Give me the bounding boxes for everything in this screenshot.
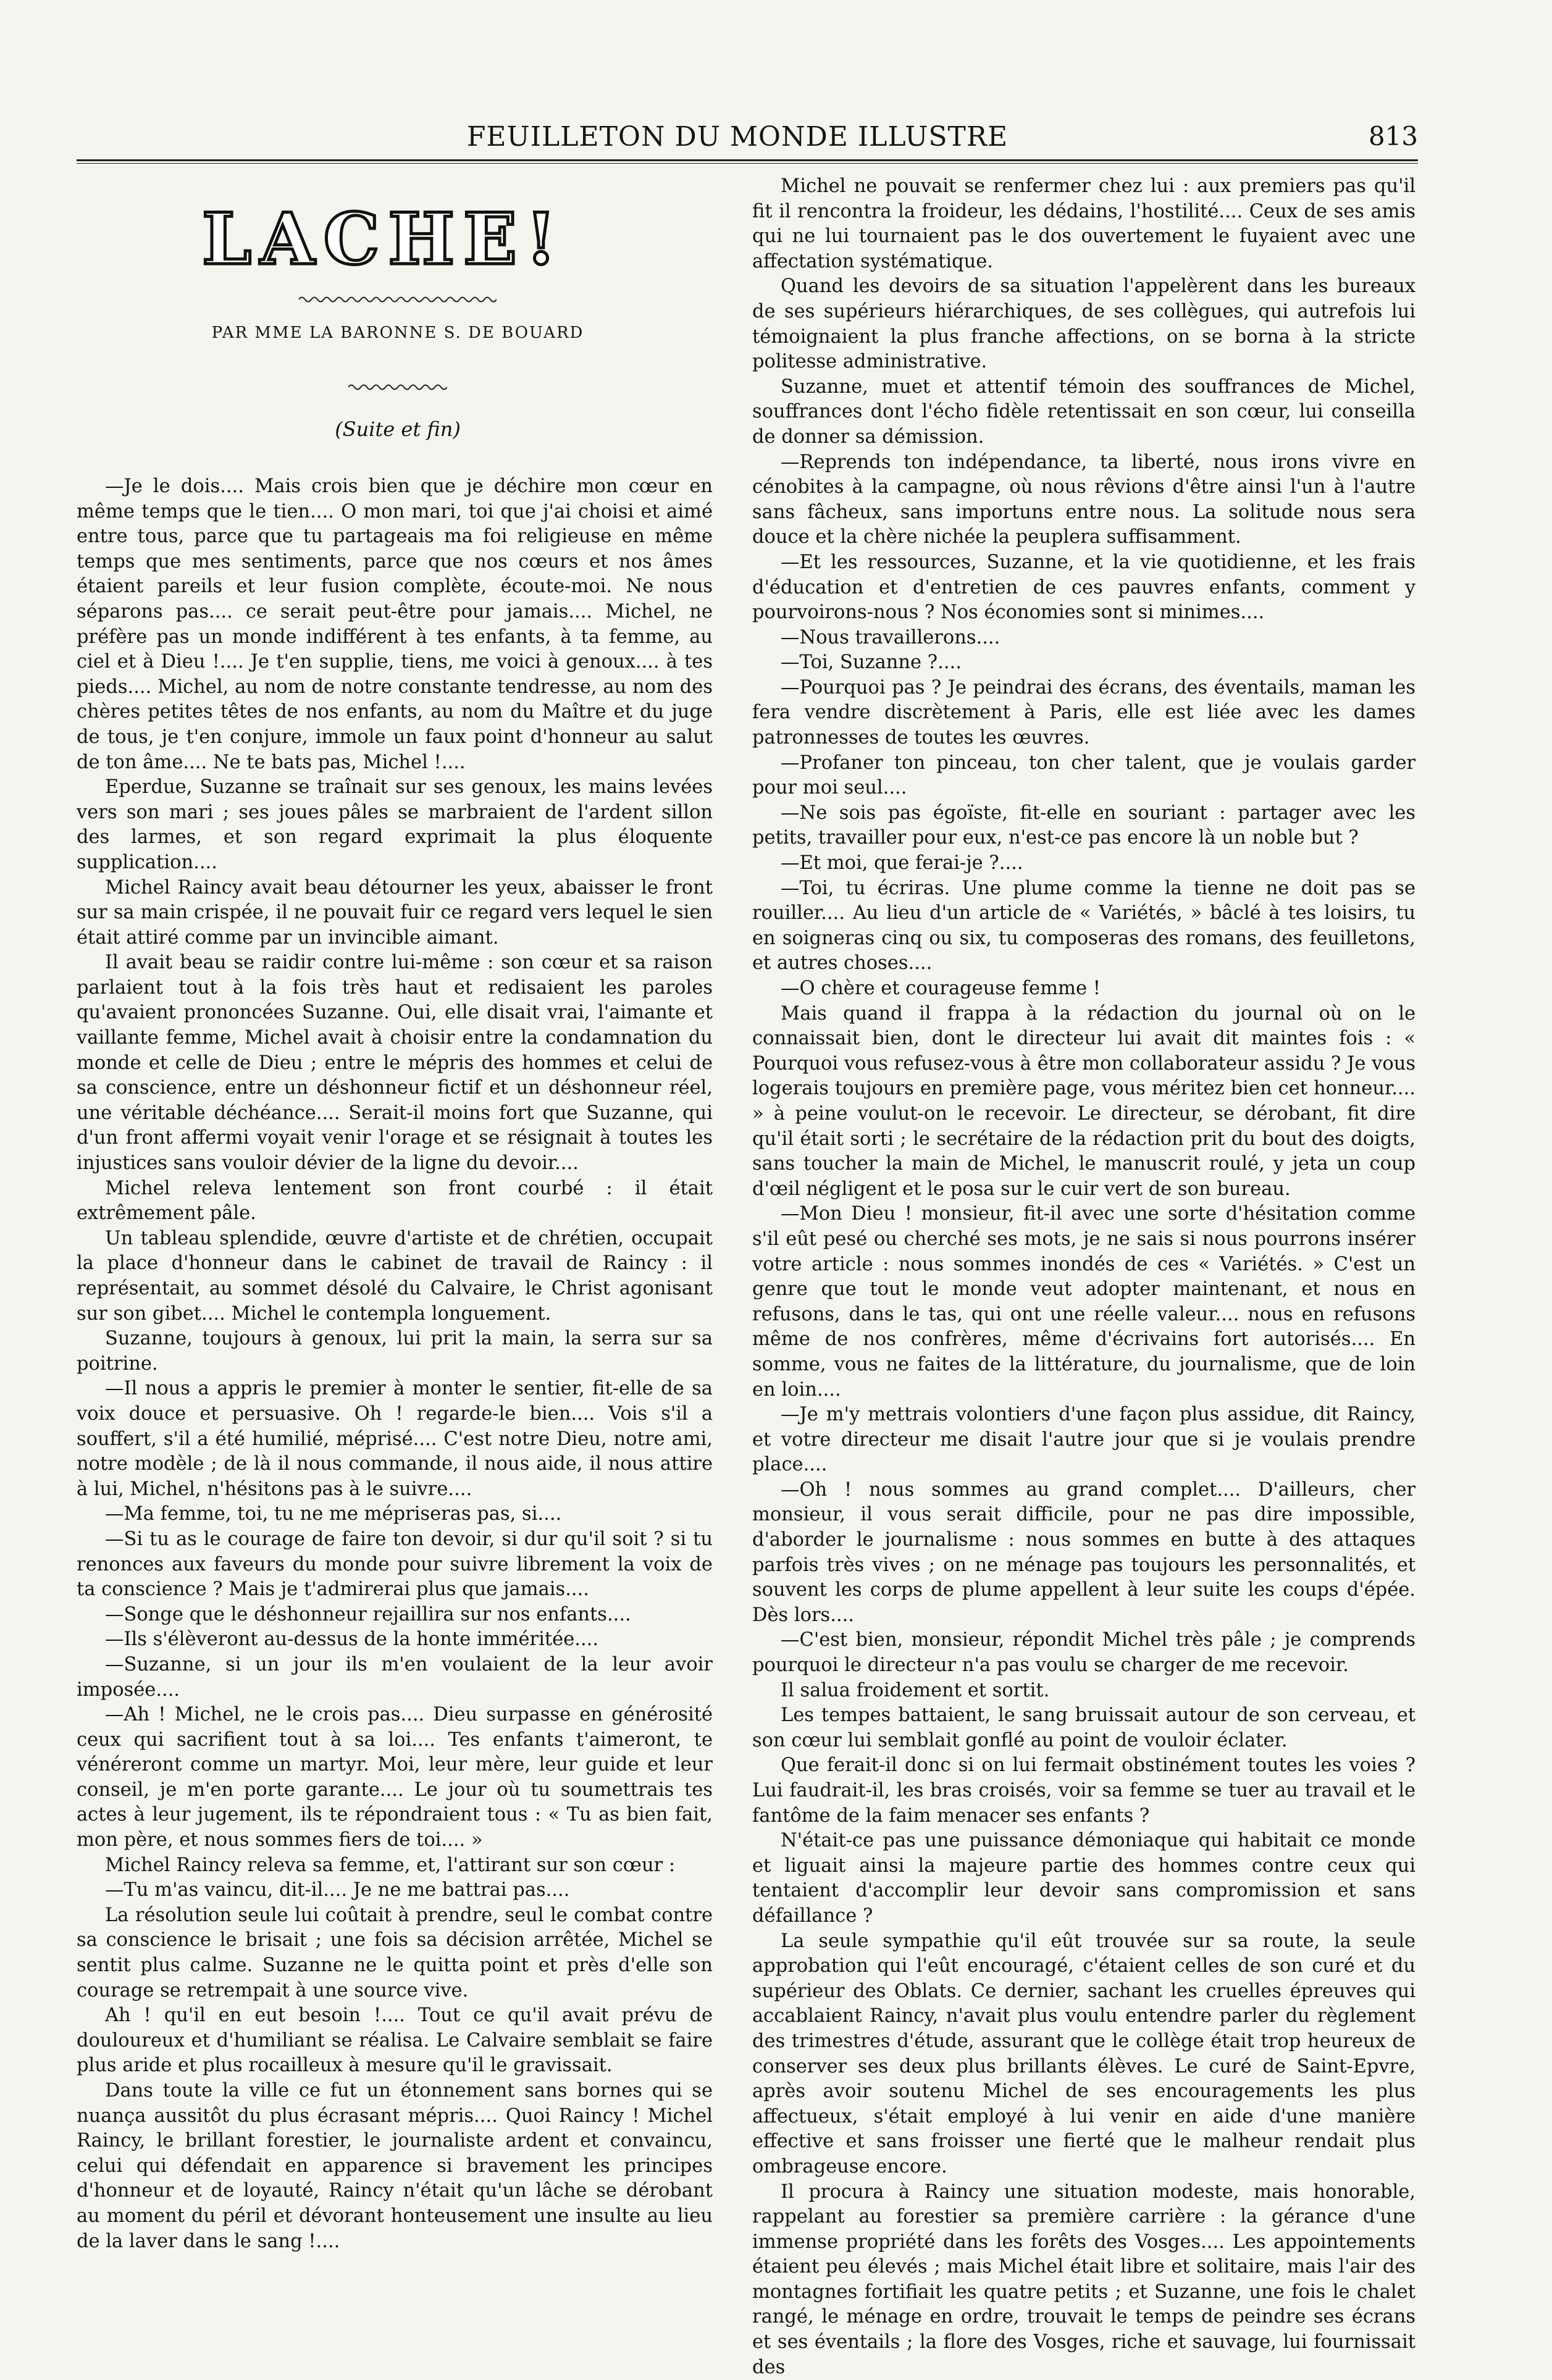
byline: PAR MME LA BARONNE S. DE BOUARD [77, 324, 719, 342]
paragraph: —Si tu as le courage de faire ton devoir, si dur qu'il soit ? si tu renonces aux faveurs du monde pour suivre librement la voix de ta conscience ? Mais je t'admirerai plus que jamais.... [77, 1527, 713, 1603]
paragraph: Michel Raincy releva sa femme, et, l'attirant sur son cœur : [77, 1853, 713, 1879]
story-title [109, 198, 658, 266]
paragraph: —Ne sois pas égoïste, fit-elle en souriant : partager avec les petits, travailler pour eux, n'est-ce pas encore là un noble but ? [752, 801, 1416, 851]
paragraph: La seule sympathie qu'il eût trouvée sur sa route, la seule approbation qui l'eût encouragé, c'étaient celles de son curé et du supérieur des Oblats. Ce dernier, sachant les cruelles épreuves qui accablaient Raincy, n'avait plus voulu entendre parler du règlement des trimestres d'étude, assurant que le collège était trop heureux de conserver ses deux plus brillants élèves. Le curé de Saint-Epvre, après avoir soutenu Michel de ses encouragements les plus affectueux, s'était employé à lui venir en aide d'une manière effective et sans froisser une fierté que le malheur rendait plus ombrageuse encore. [752, 1929, 1416, 2180]
paragraph: —Oh ! nous sommes au grand complet.... D'ailleurs, cher monsieur, il vous serait difficile, pour ne pas dire impossible, d'aborder le journalisme : nous sommes en butte à des attaques parfois très vives ; on ne ménage pas toujours les personnalités, et souvent les corps de plume appellent à leur suite les coups d'épée. Dès lors.... [752, 1478, 1416, 1628]
paragraph: —Ma femme, toi, tu ne me mépriseras pas, si.... [77, 1502, 713, 1527]
paragraph: Il procura à Raincy une situation modeste, mais honorable, rappelant au forestier sa première carrière : la gérance d'une immense propriété dans les forêts des Vosges.... Les appointements étaient peu élevés ; mais Michel était libre et solitaire, mais l'air des montagnes fortifiait les quatre petits ; et Suzanne, une fois le chalet rangé, le ménage en ordre, trouvait le temps de peindre ses écrans et ses éventails ; la flore des Vosges, riche et sauvage, lui fournissait des [752, 2180, 1416, 2380]
running-title: FEUILLETON DU MONDE ILLUSTRE [398, 121, 1077, 153]
paragraph: Michel releva lentement son front courbé : il était extrêmement pâle. [77, 1176, 713, 1226]
header-rule [77, 159, 1418, 161]
paragraph: —Tu m'as vaincu, dit-il.... Je ne me battrai pas.... [77, 1878, 713, 1903]
paragraph: Quand les devoirs de sa situation l'appelèrent dans les bureaux de ses supérieurs hiérarchiques, de ses collègues, qui autrefois lui témoignaient la plus franche affections, on se borna à la stricte politesse administrative. [752, 274, 1416, 374]
paragraph: —Je le dois.... Mais crois bien que je déchire mon cœur en même temps que le tien.... O mon mari, toi que j'ai choisi et aimé entre tous, parce que tu partageais ma foi religieuse en même temps que mes sentiments, parce que nos cœurs et nos âmes étaient pareils et leur fusion complète, écoute-moi. Ne nous séparons pas.... ce serait peut-être pour jamais.... Michel, ne préfère pas un monde indifférent à tes enfants, à ta femme, au ciel et à Dieu !.... Je t'en supplie, tiens, me voici à genoux.... à tes pieds.... Michel, au nom de notre constante tendresse, au nom des chères petites têtes de nos enfants, au nom du Maître et du juge de tous, je t'en conjure, immole un faux point d'honneur au salut de ton âme.... Ne te bats pas, Michel !.... [77, 474, 713, 775]
paragraph: La résolution seule lui coûtait à prendre, seul le combat contre sa conscience le brisait ; une fois sa décision arrêtée, Michel se sentit plus calme. Suzanne ne le quitta point et près d'elle son courage se retrempait à une source vive. [77, 1903, 713, 2003]
paragraph: Que ferait-il donc si on lui fermait obstinément toutes les voies ? Lui faudrait-il, les bras croisés, voir sa femme se tuer au travail et le fantôme de la faim menacer ses enfants ? [752, 1753, 1416, 1829]
page-number: 813 [1369, 121, 1418, 151]
paragraph: —Suzanne, si un jour ils m'en voulaient de la leur avoir imposée.... [77, 1653, 713, 1703]
header-rule-thin [77, 163, 1418, 164]
paragraph: Les tempes battaient, le sang bruissait autour de son cerveau, et son cœur lui semblait gonflé au point de vouloir éclater. [752, 1703, 1416, 1753]
paragraph: —O chère et courageuse femme ! [752, 976, 1416, 1002]
paragraph: —Ah ! Michel, ne le crois pas.... Dieu surpasse en générosité ceux qui sacrifient tout à sa loi.... Tes enfants t'aimeront, te vénéreront comme un martyr. Moi, leur mère, leur guide et leur conseil, je m'en porte garante.... Le jour où tu soumettrais tes actes à leur jugement, ils te répondraient tous : « Tu as bien fait, mon père, et nous sommes fiers de toi.... » [77, 1703, 713, 1853]
paragraph: Un tableau splendide, œuvre d'artiste et de chrétien, occupait la place d'honneur dans le cabinet de travail de Raincy : il représentait, au sommet désolé du Calvaire, le Christ agonisant sur son gibet.... Michel le contempla longuement. [77, 1226, 713, 1326]
paragraph: Suzanne, toujours à genoux, lui prit la main, la serra sur sa poitrine. [77, 1326, 713, 1376]
paragraph: Ah ! qu'il en eut besoin !.... Tout ce qu'il avait prévu de douloureux et d'humiliant se réalisa. Le Calvaire semblait se faire plus aride et plus rocailleux à mesure qu'il le gravissait. [77, 2003, 713, 2079]
paragraph: —Toi, Suzanne ?.... [752, 650, 1416, 676]
paragraph: —Toi, tu écriras. Une plume comme la tienne ne doit pas se rouiller.... Au lieu d'un article de « Variétés, » bâclé à tes loisirs, tu en soigneras cinq ou six, tu composeras des romans, des feuilletons, et autres choses.... [752, 876, 1416, 976]
page-header [77, 121, 1418, 156]
paragraph: —Et moi, que ferai-je ?.... [752, 851, 1416, 876]
paragraph: Eperdue, Suzanne se traînait sur ses genoux, les mains levées vers son mari ; ses joues pâles se marbraient de l'ardent sillon des larmes, et son regard exprimait la plus éloquente supplication.... [77, 775, 713, 875]
paragraph: Michel Raincy avait beau détourner les yeux, abaisser le front sur sa main crispée, il ne pouvait fuir ce regard vers lequel le sien était attiré comme par un invincible aimant. [77, 876, 713, 951]
paragraph: —Songe que le déshonneur rejaillira sur nos enfants.... [77, 1603, 713, 1628]
paragraph: —Reprends ton indépendance, ta liberté, nous irons vivre en cénobites à la campagne, où nous rêvions d'être ainsi l'un à l'autre sans fâcheux, sans importuns entre nous. La solitude nous sera douce et la chère nichée la peuplera suffisamment. [752, 450, 1416, 550]
paragraph: Mais quand il frappa à la rédaction du journal où on le connaissait bien, dont le directeur lui avait dit maintes fois : « Pourquoi vous refusez-vous à être mon collaborateur assidu ? Je vous logerais toujours en première page, vous méritez bien cet honneur.... » à peine voulut-on le recevoir. Le directeur, se dérobant, fit dire qu'il était sorti ; le secrétaire de la rédaction prit du bout des doigts, sans toucher la main de Michel, le manuscrit roulé, y jeta un coup d'œil négligent et le posa sur le cuir vert de son bureau. [752, 1002, 1416, 1202]
paragraph: —Ils s'élèveront au-dessus de la honte imméritée.... [77, 1627, 713, 1653]
paragraph: —Et les ressources, Suzanne, et la vie quotidienne, et les frais d'éducation et d'entretien de ces pauvres enfants, comment y pourvoirons-nous ? Nos économies sont si minimes.... [752, 550, 1416, 626]
paragraph: —Profaner ton pinceau, ton cher talent, que je voulais garder pour moi seul.... [752, 751, 1416, 801]
paragraph: Michel ne pouvait se renfermer chez lui : aux premiers pas qu'il fit il rencontra la froideur, les dédains, l'hostilité.... Ceux de ses amis qui ne lui tournaient pas le dos ouvertement le fuyaient avec une affectation systématique. [752, 174, 1416, 274]
left-column [77, 474, 713, 2068]
ornament-wave-top [299, 295, 497, 304]
paragraph: Il salua froidement et sortit. [752, 1678, 1416, 1704]
paragraph: —C'est bien, monsieur, répondit Michel très pâle ; je comprends pourquoi le directeur n'a pas voulu se charger de me recevoir. [752, 1628, 1416, 1678]
paragraph: —Je m'y mettrais volontiers d'une façon plus assidue, dit Raincy, et votre directeur me disait l'autre jour que si je voulais prendre place.... [752, 1402, 1416, 1478]
paragraph: —Pourquoi pas ? Je peindrai des écrans, des éventails, maman les fera vendre discrètement à Paris, elle est liée avec les dames patronnesses de toutes les œuvres. [752, 676, 1416, 751]
paragraph: Dans toute la ville ce fut un étonnement sans bornes qui se nuança aussitôt du plus écrasant mépris.... Quoi Raincy ! Michel Raincy, le brillant forestier, le journaliste ardent et convaincu, celui qui défendait en apparence si bravement les principes d'honneur et de loyauté, Raincy n'était qu'un lâche se dérobant au moment du péril et dévorant honteusement une insulte au lieu de la laver dans le sang !.... [77, 2079, 713, 2254]
paragraph: —Mon Dieu ! monsieur, fit-il avec une sorte d'hésitation comme s'il eût pesé ou cherché ses mots, je ne sais si nous pourrons insérer votre article : nous sommes inondés de ces « Variétés. » C'est un genre que tout le monde veut adopter maintenant, et nous en refusons, dans le tas, qui ont une réelle valeur.... nous en refusons même de nos confrères, même d'écrivains fort autorisés.... En somme, vous ne faites de la littérature, du journalisme, que de loin en loin.... [752, 1202, 1416, 1402]
paragraph: Suzanne, muet et attentif témoin des souffrances de Michel, souffrances dont l'écho fidèle retentissait en son cœur, lui conseilla de donner sa démission. [752, 375, 1416, 450]
paragraph: Il avait beau se raidir contre lui-même : son cœur et sa raison parlaient tout à la fois très haut et redisaient les paroles qu'avaient prononcées Suzanne. Oui, elle disait vrai, l'aimante et vaillante femme, Michel avait à choisir entre la condamnation du monde et celle de Dieu ; entre le mépris des hommes et celui de sa conscience, entre un déshonneur fictif et un déshonneur réel, une véritable déchéance.... Serait-il moins fort que Suzanne, qui d'un front affermi voyait venir l'orage et se résignait à toutes les injustices sans vouloir dévier de la ligne du devoir.... [77, 950, 713, 1176]
paragraph: —Il nous a appris le premier à monter le sentier, fit-elle de sa voix douce et persuasive. Oh ! regarde-le bien.... Vois s'il a souffert, s'il a été humilié, méprisé.... C'est notre Dieu, notre ami, notre modèle ; de là il nous commande, il nous aide, il nous attire à lui, Michel, n'hésitons pas à le suivre.... [77, 1376, 713, 1502]
ornament-wave-bottom [348, 383, 447, 392]
story-title-text: LACHE! [202, 198, 565, 280]
paragraph: N'était-ce pas une puissance démoniaque qui habitait ce monde et liguait ainsi la majeure partie des hommes contre ceux qui tentaient d'accomplir leur devoir sans compromission et sans défaillance ? [752, 1829, 1416, 1929]
continuation-note: (Suite et fin) [77, 417, 719, 441]
paragraph: —Nous travaillerons.... [752, 626, 1416, 651]
right-column [752, 174, 1416, 2101]
